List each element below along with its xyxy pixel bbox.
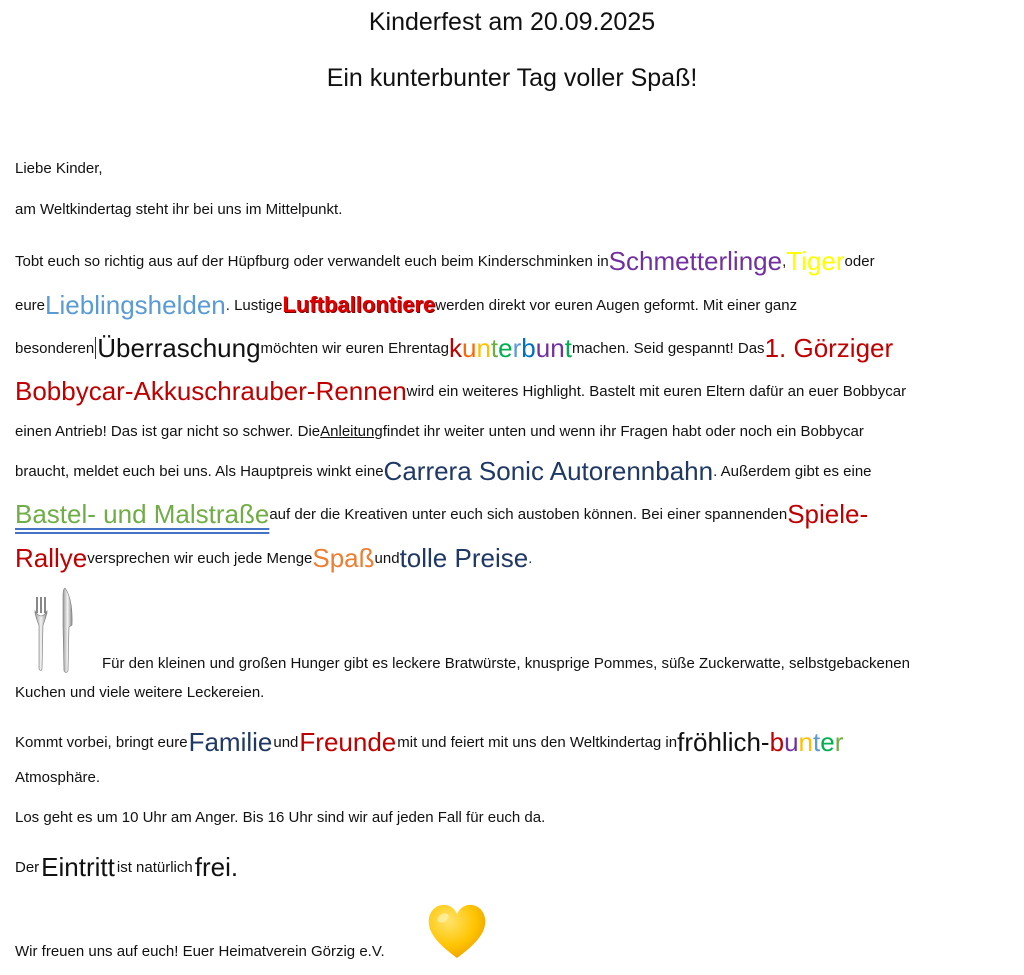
colored-letter: r (512, 332, 522, 363)
colored-letter: e (498, 332, 513, 363)
colored-letter: k (448, 332, 462, 363)
colored-letter: e (820, 726, 835, 757)
paragraph-line (15, 327, 1010, 370)
document-title: Kinderfest am 20.09.2025 (368, 8, 656, 36)
text-run: Der (15, 858, 40, 876)
intro-text: am Weltkindertag steht ihr bei uns im Mittelpunkt. (15, 201, 343, 218)
colored-letter: b (521, 332, 536, 363)
closing-text: Wir freuen uns auf euch! Euer Heimatverein Görzig e.V. (15, 943, 385, 960)
colored-letter: u (461, 332, 477, 363)
word-spiele: Spiele- (787, 499, 869, 530)
word-froehlich: fröhlich- (677, 726, 770, 757)
paragraph-line (15, 414, 1010, 450)
colored-letter: n (550, 332, 565, 363)
word-goerziger: 1. Görziger (764, 332, 894, 363)
greeting: Liebe Kinder, (15, 160, 103, 177)
yellow-heart-icon (425, 902, 489, 960)
word-bunter (770, 727, 844, 758)
text-run: Kommt vorbei, bringt eure (15, 733, 188, 751)
text-run: werden direkt vor euren Augen geformt. Mit einer ganz (435, 296, 798, 314)
colored-letter: u (784, 726, 799, 757)
main-paragraph (15, 240, 1010, 580)
text-run: findet ihr weiter unten und wenn ihr Fragen habt oder noch ein Bobbycar (382, 423, 864, 441)
word-carrera: Carrera Sonic Autorennbahn (383, 455, 714, 486)
colored-letter: t (490, 332, 499, 363)
text-run: wird ein weiteres Highlight. Bastelt mit euren Eltern dafür an euer Bobbycar (406, 383, 907, 401)
text-cursor (95, 337, 96, 359)
colored-letter: r (834, 726, 844, 757)
invite-atmosphere: Atmosphäre. (15, 769, 101, 786)
word-freunde: Freunde (299, 726, 397, 757)
word-spass: Spaß (312, 542, 375, 573)
paragraph-line (15, 493, 1010, 536)
text-run: und (273, 733, 299, 751)
paragraph-line (15, 450, 1010, 493)
text-run: . (528, 549, 533, 567)
word-bobbycar-rennen: Bobbycar-Akkuschrauber-Rennen (15, 376, 407, 407)
colored-letter: n (798, 726, 813, 757)
document-subtitle: Ein kunterbunter Tag voller Spaß! (326, 64, 698, 92)
colored-letter: u (535, 332, 551, 363)
text-run: . Lustige (225, 296, 283, 314)
text-run: versprechen wir euch jede Menge (87, 549, 313, 567)
word-frei: frei. (194, 851, 239, 882)
text-run: braucht, meldet euch bei uns. Als Hauptpreis winkt eine (15, 462, 384, 480)
text-run: und (374, 549, 400, 567)
word-schmetterlinge: Schmetterlinge (608, 246, 783, 277)
text-run: auf der die Kreativen unter euch sich austoben können. Bei einer spannenden (269, 506, 788, 524)
text-run: mit und feiert mit uns den Weltkindertag in (397, 733, 678, 751)
entry-line (15, 850, 1010, 884)
text-run: Tobt euch so richtig aus auf der Hüpfburg oder verwandelt euch beim Kinderschminken in (15, 253, 609, 271)
word-luftballontiere: Luftballontiere (282, 292, 436, 318)
text-run: machen. Seid gespannt! Das (571, 339, 765, 357)
time-text: Los geht es um 10 Uhr am Anger. Bis 16 Uhr sind wir auf jeden Fall für euch da. (15, 809, 546, 826)
link-anleitung[interactable]: Anleitung (320, 423, 383, 441)
colored-letter: b (769, 726, 785, 757)
word-ueberraschung: Überraschung (97, 332, 261, 363)
word-rallye: Rallye (15, 542, 88, 573)
paragraph-line (15, 536, 1010, 579)
word-kunterbunt (449, 333, 572, 364)
colored-letter: t (813, 726, 821, 757)
text-run: möchten wir euren Ehrentag (260, 339, 449, 357)
invite-line (15, 724, 1010, 760)
text-run: oder (844, 253, 875, 271)
text-run: besonderen (15, 339, 95, 357)
colored-letter: n (476, 332, 491, 363)
paragraph-line (15, 370, 1010, 413)
word-lieblingshelden: Lieblingshelden (45, 289, 226, 320)
word-tiger: Tiger (786, 246, 845, 277)
paragraph-line (15, 240, 1010, 283)
paragraph-line (15, 283, 1010, 326)
cutlery-icon (30, 585, 80, 675)
food-line-1: Für den kleinen und großen Hunger gibt es leckere Bratwürste, knusprige Pommes, süße Zuckerwatte, selbstgebackenen (102, 655, 910, 672)
text-run: , (782, 253, 787, 271)
word-eintritt: Eintritt (41, 851, 115, 882)
text-run: ist natürlich (116, 858, 193, 876)
text-run: eure (15, 296, 46, 314)
food-line-2: Kuchen und viele weitere Leckereien. (15, 684, 265, 701)
word-tolle-preise: tolle Preise (399, 542, 529, 573)
word-bastelstrasse: Bastel- und Malstraße (15, 499, 270, 530)
text-run: einen Antrieb! Das ist gar nicht so schwer. Die (15, 423, 321, 441)
colored-letter: t (564, 332, 572, 363)
word-familie: Familie (188, 726, 273, 757)
text-run: . Außerdem gibt es eine (713, 462, 872, 480)
